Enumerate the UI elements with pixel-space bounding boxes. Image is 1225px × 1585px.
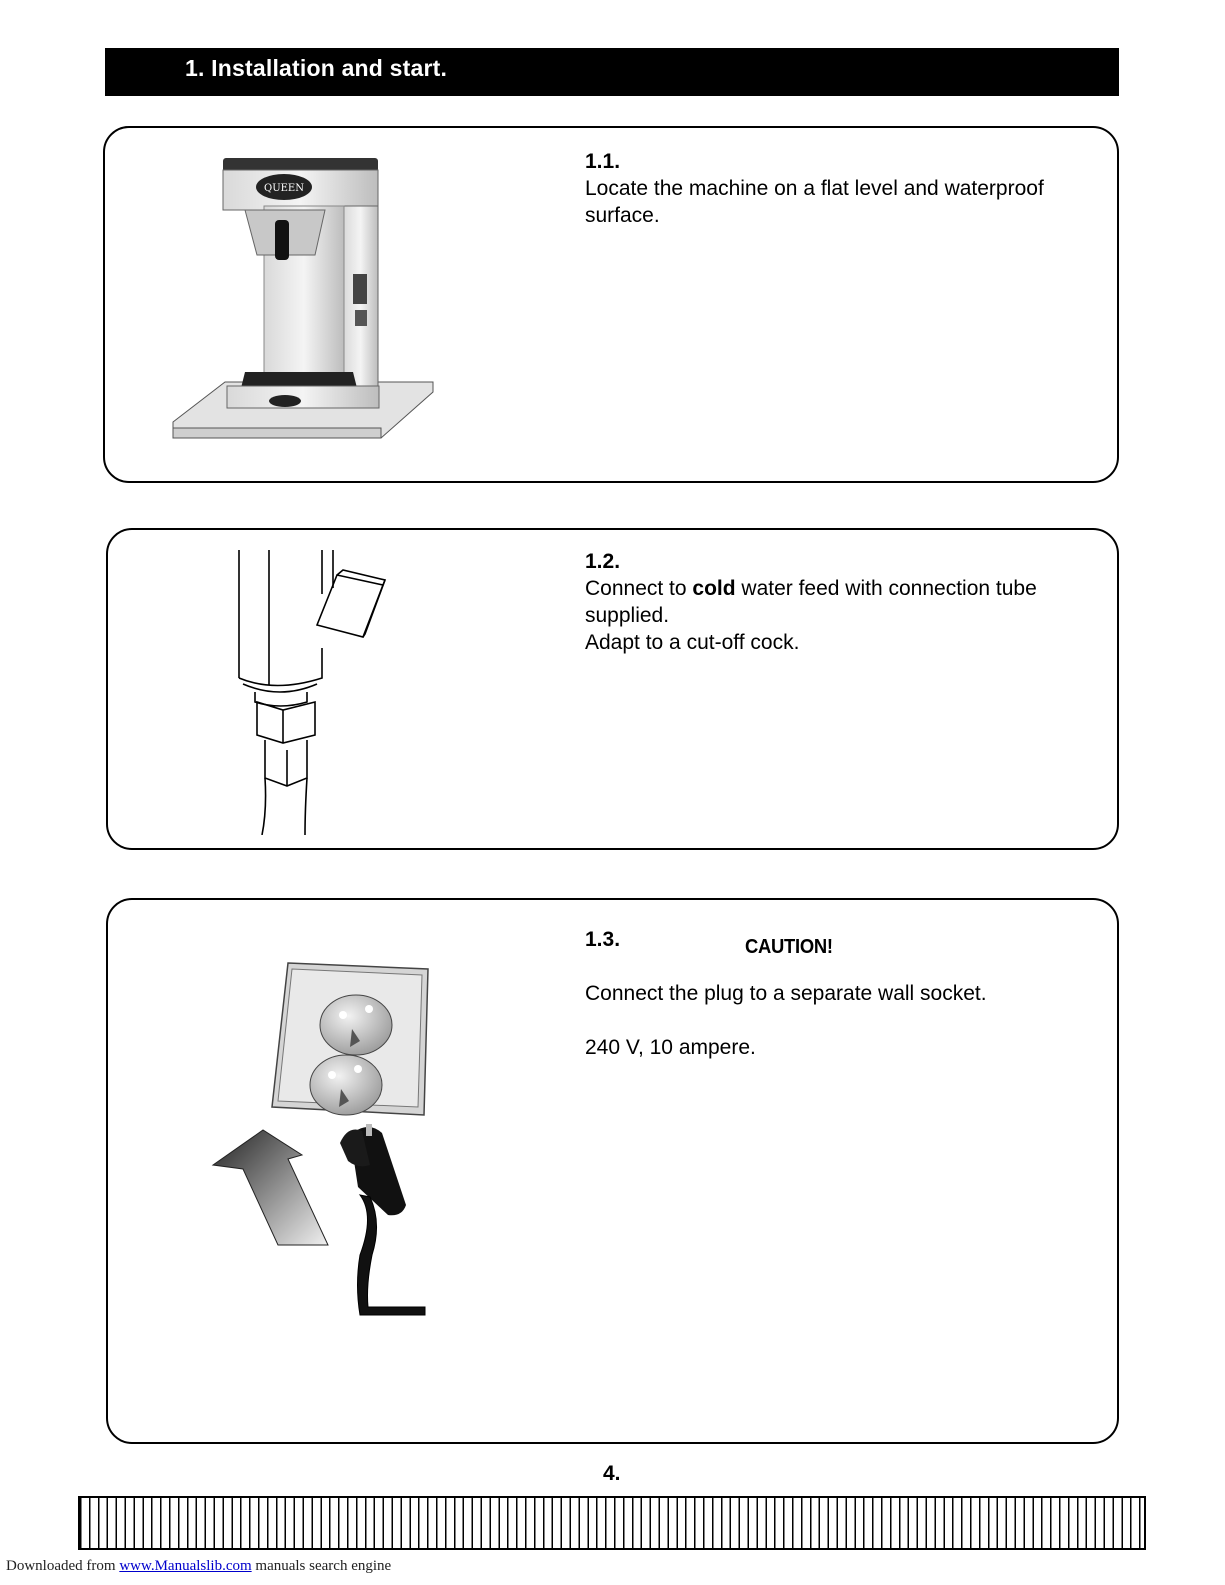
section-header-bar [105, 48, 1119, 96]
step-number: 1.3. [585, 928, 621, 951]
step-text-line: supplied. [585, 604, 670, 627]
brand-logo: QUEEN [264, 183, 304, 194]
step-text-line: Adapt to a cut-off cock. [585, 631, 800, 654]
step-text-line: surface. [585, 204, 660, 227]
download-footer: Downloaded from www.Manualslib.com manuals search engine [6, 1558, 392, 1574]
step-text-line: 240 V, 10 ampere. [585, 1036, 756, 1059]
step-number: 1.1. [585, 150, 621, 173]
step-text-line: Locate the machine on a flat level and waterproof [585, 177, 1044, 200]
water-connection-illustration [225, 550, 395, 835]
barcode-strip [78, 1496, 1146, 1550]
coffee-machine-illustration [165, 150, 445, 450]
step-text-line-with-emphasis: Connect to cold water feed with connection tube [585, 577, 1037, 600]
section-title: 1. Installation and start. [185, 55, 448, 81]
manualslib-link[interactable]: www.Manualslib.com [119, 1558, 252, 1574]
step-text-line: Connect the plug to a separate wall socket. [585, 982, 987, 1005]
step-number: 1.2. [585, 550, 621, 573]
page-number: 4. [603, 1462, 621, 1485]
caution-label: CAUTION! [745, 936, 833, 958]
wall-socket-and-plug-illustration [210, 955, 445, 1340]
